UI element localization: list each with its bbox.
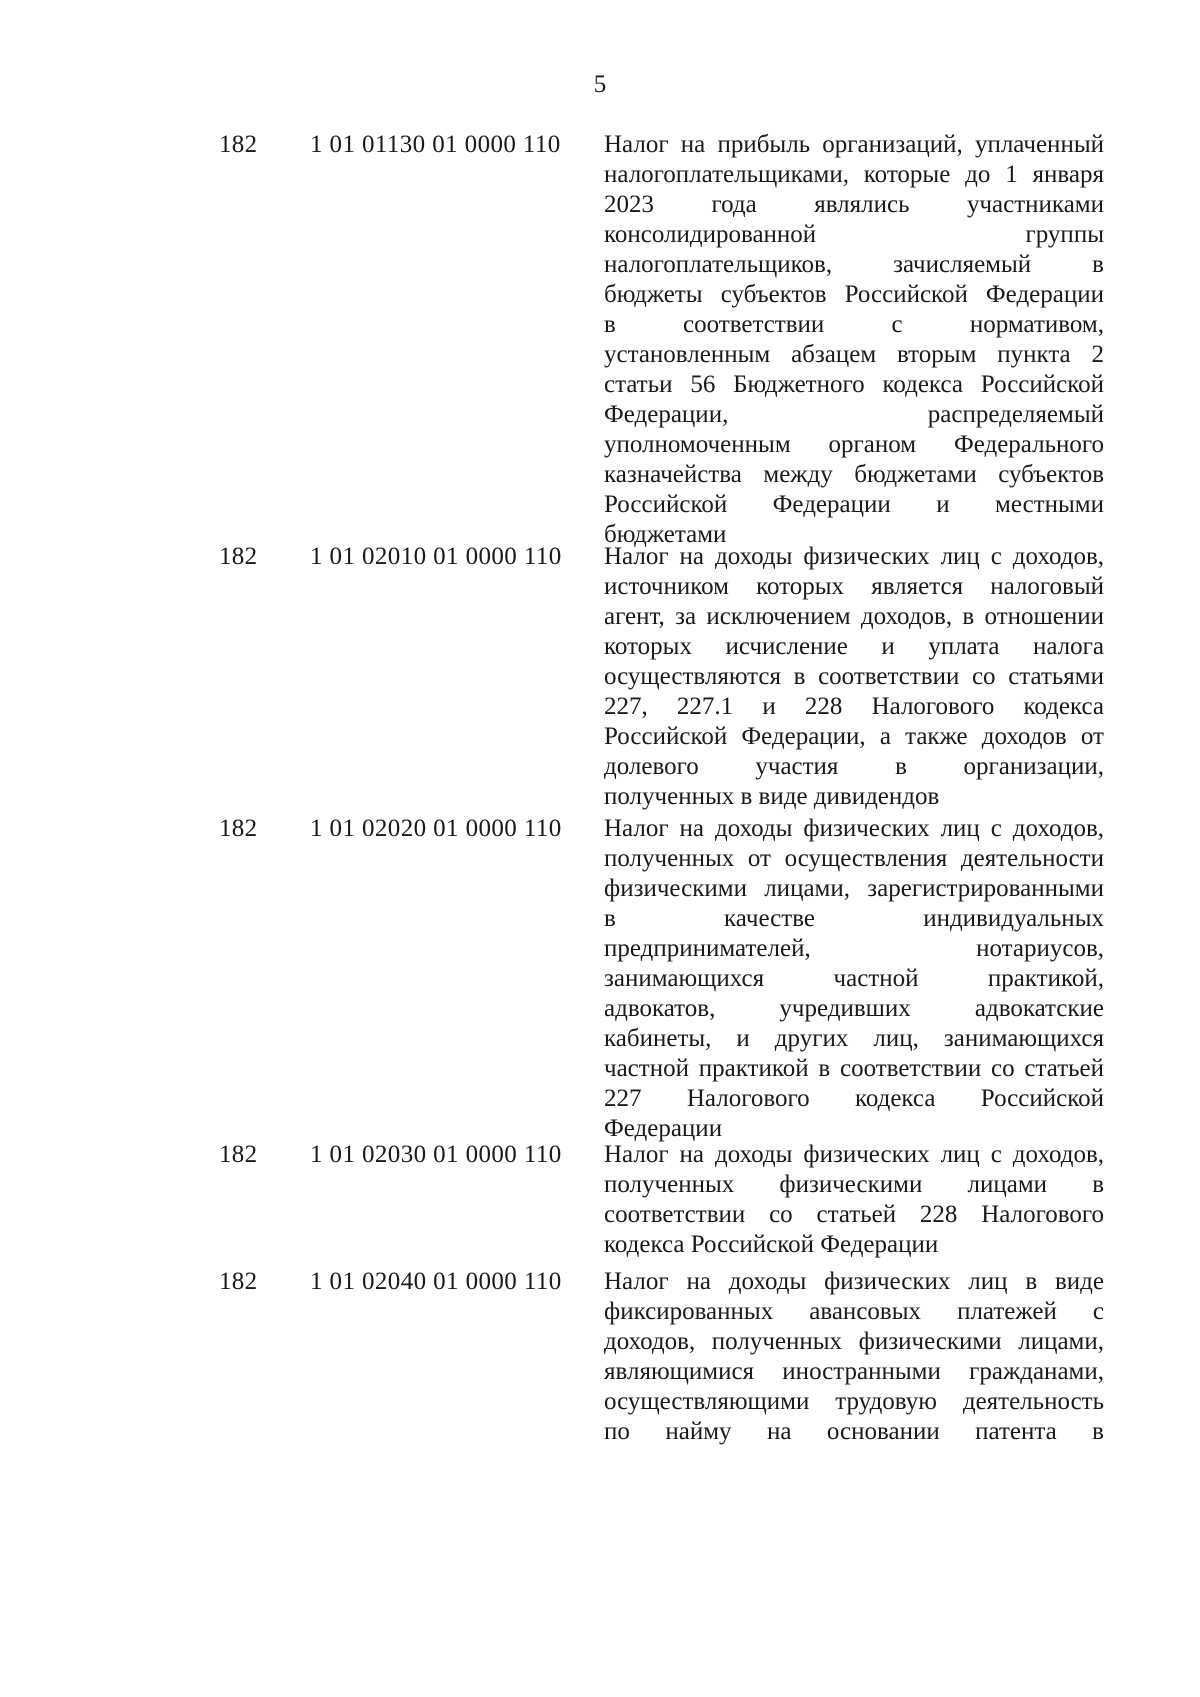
description-line: статьи 56 Бюджетного кодекса Российской [604, 371, 1104, 398]
description-line: доходов, полученных физическими лицами, [604, 1328, 1104, 1355]
income-description [604, 130, 1104, 550]
description-line: которых исчисление и уплата налога [604, 633, 1104, 660]
description-line: Федерации [604, 1115, 723, 1142]
description-line: предпринимателей, нотариусов, [604, 935, 1104, 962]
description-line: 2023 года являлись участниками [604, 191, 1104, 218]
description-line: частной практикой в соответствии со статьей [604, 1055, 1104, 1082]
description-line: фиксированных авансовых платежей с [604, 1298, 1104, 1325]
description-line: налогоплательщиками, которые до 1 января [604, 161, 1104, 188]
description-line: Российской Федерации и местными [604, 491, 1104, 518]
description-line: в качестве индивидуальных [604, 905, 1104, 932]
description-line: кабинеты, и других лиц, занимающихся [604, 1025, 1104, 1052]
description-line: адвокатов, учредивших адвокатские [604, 995, 1104, 1022]
page-number: 5 [593, 71, 607, 98]
description-line: осуществляются в соответствии со статьями [604, 663, 1104, 690]
description-line: соответствии со статьей 228 Налогового [604, 1201, 1104, 1228]
description-line: 227 Налогового кодекса Российской [604, 1085, 1104, 1112]
description-line: 227, 227.1 и 228 Налогового кодекса [604, 693, 1104, 720]
description-line: долевого участия в организации, [604, 753, 1104, 780]
description-line: в соответствии с нормативом, [604, 311, 1104, 338]
description-line: казначейства между бюджетами субъектов [604, 461, 1104, 488]
description-line: бюджетами [604, 521, 727, 548]
description-line: Налог на доходы физических лиц в виде [604, 1268, 1104, 1295]
admin-code: 182 [219, 131, 258, 158]
description-line: физическими лицами, зарегистрированными [604, 875, 1104, 902]
description-line: занимающихся частной практикой, [604, 965, 1104, 992]
description-line: уполномоченным органом Федерального [604, 431, 1104, 458]
description-line: являющимися иностранными гражданами, [604, 1358, 1104, 1385]
kbk-code: 1 01 02030 01 0000 110 [310, 1141, 562, 1168]
description-line: по найму на основании патента в [604, 1418, 1104, 1445]
income-description [604, 542, 1104, 812]
description-line: агент, за исключением доходов, в отношении [604, 603, 1104, 630]
admin-code: 182 [219, 1141, 258, 1168]
kbk-code: 1 01 01130 01 0000 110 [310, 131, 561, 158]
description-line: Налог на доходы физических лиц с доходов, [604, 815, 1104, 842]
description-line: осуществляющими трудовую деятельность [604, 1388, 1104, 1415]
admin-code: 182 [219, 815, 258, 842]
description-line: Налог на доходы физических лиц с доходов, [604, 1141, 1104, 1168]
admin-code: 182 [219, 1268, 258, 1295]
income-description [604, 1267, 1104, 1447]
description-line: консолидированной группы [604, 221, 1104, 248]
income-description [604, 1140, 1104, 1260]
description-line: установленным абзацем вторым пункта 2 [604, 341, 1104, 368]
description-line: Федерации, распределяемый [604, 401, 1104, 428]
kbk-code: 1 01 02020 01 0000 110 [310, 815, 562, 842]
description-line: бюджеты субъектов Российской Федерации [604, 281, 1104, 308]
description-line: налогоплательщиков, зачисляемый в [604, 251, 1104, 278]
description-line: полученных физическими лицами в [604, 1171, 1104, 1198]
kbk-code: 1 01 02040 01 0000 110 [310, 1268, 562, 1295]
admin-code: 182 [219, 543, 258, 570]
description-line: Российской Федерации, а также доходов от [604, 723, 1104, 750]
description-line: Налог на прибыль организаций, уплаченный [604, 131, 1104, 158]
income-description [604, 814, 1104, 1144]
description-line: источником которых является налоговый [604, 573, 1104, 600]
description-line: полученных от осуществления деятельности [604, 845, 1104, 872]
description-line: полученных в виде дивидендов [604, 783, 940, 810]
description-line: Налог на доходы физических лиц с доходов, [604, 543, 1104, 570]
kbk-code: 1 01 02010 01 0000 110 [310, 543, 562, 570]
description-line: кодекса Российской Федерации [604, 1231, 939, 1258]
